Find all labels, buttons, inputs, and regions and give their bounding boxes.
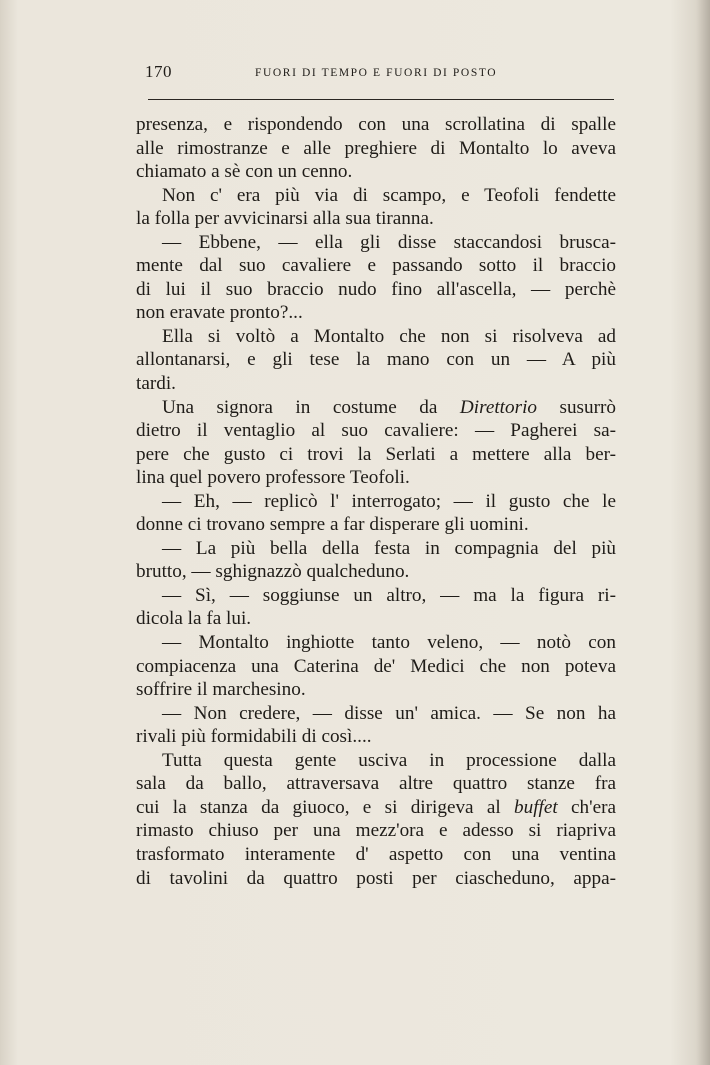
- text-line: rimasto chiuso per una mezz'ora e adesso si riapriva: [136, 820, 616, 842]
- italic-word: buffet: [514, 796, 558, 818]
- body-text: [136, 113, 616, 890]
- text-line: lina quel povero professore Teofoli.: [136, 467, 410, 489]
- text-line: brutto, — sghignazzò qualcheduno.: [136, 561, 410, 583]
- text-line: pere che gusto ci trovi la Serlati a mettere alla ber-: [136, 443, 616, 465]
- text-line: — Montalto inghiotte tanto veleno, — notò con: [162, 632, 616, 654]
- text-line: allontanarsi, e gli tese la mano con un — A più: [136, 349, 616, 371]
- text-line: — Non credere, — disse un' amica. — Se non ha: [162, 702, 616, 724]
- text-line: la folla per avvicinarsi alla sua tiranna.: [136, 208, 434, 230]
- text-line: soffrire il marchesino.: [136, 679, 306, 701]
- text-line: — Eh, — replicò l' interrogato; — il gusto che le: [162, 490, 616, 512]
- text-line: tardi.: [136, 373, 176, 395]
- text-line: donne ci trovano sempre a far disperare gli uomini.: [136, 514, 529, 536]
- text-line: mente dal suo cavaliere e passando sotto il braccio: [136, 255, 616, 277]
- header-rule: [148, 99, 614, 100]
- text-line: dietro il ventaglio al suo cavaliere: — Pagherei sa-: [136, 420, 616, 442]
- text-line: rivali più formidabili di così....: [136, 726, 372, 748]
- text-line: presenza, e rispondendo con una scrollatina di spalle: [136, 114, 616, 135]
- text-line: trasformato interamente d' aspetto con una ventina: [136, 843, 616, 865]
- running-title: FUORI DI TEMPO E FUORI DI POSTO: [255, 67, 498, 79]
- text-line: Ella si voltò a Montalto che non si risolveva ad: [162, 325, 616, 347]
- text-line: chiamato a sè con un cenno.: [136, 161, 353, 183]
- text-line: — Ebbene, — ella gli disse staccandosi brusca-: [162, 231, 616, 253]
- text-line: alle rimostranze e alle preghiere di Montalto lo aveva: [136, 137, 616, 159]
- page-header: [145, 60, 613, 90]
- text-line: Una signora in costume da Direttorio susurrò: [162, 396, 616, 418]
- page-edge-shadow: [696, 0, 710, 1065]
- text-line: di tavolini da quattro posti per ciascheduno, appa-: [136, 867, 616, 889]
- text-line: compiacenza una Caterina de' Medici che non poteva: [136, 655, 616, 677]
- text-line: Non c' era più via di scampo, e Teofoli fendette: [162, 184, 616, 206]
- text-line: di lui il suo braccio nudo fino all'ascella, — perchè: [136, 278, 616, 300]
- text-line: Tutta questa gente usciva in processione dalla: [162, 749, 616, 771]
- text-line: cui la stanza da giuoco, e si dirigeva al buffet ch'era: [136, 796, 616, 818]
- page-number: 170: [145, 62, 172, 81]
- text-line: — La più bella della festa in compagnia del più: [162, 537, 616, 559]
- text-line: dicola la fa lui.: [136, 608, 252, 630]
- italic-word: Direttorio: [459, 396, 537, 418]
- text-line: sala da ballo, attraversava altre quattro stanze fra: [136, 773, 616, 795]
- text-line: non eravate pronto?...: [136, 302, 303, 324]
- text-line: — Sì, — soggiunse un altro, — ma la figura ri-: [162, 584, 616, 606]
